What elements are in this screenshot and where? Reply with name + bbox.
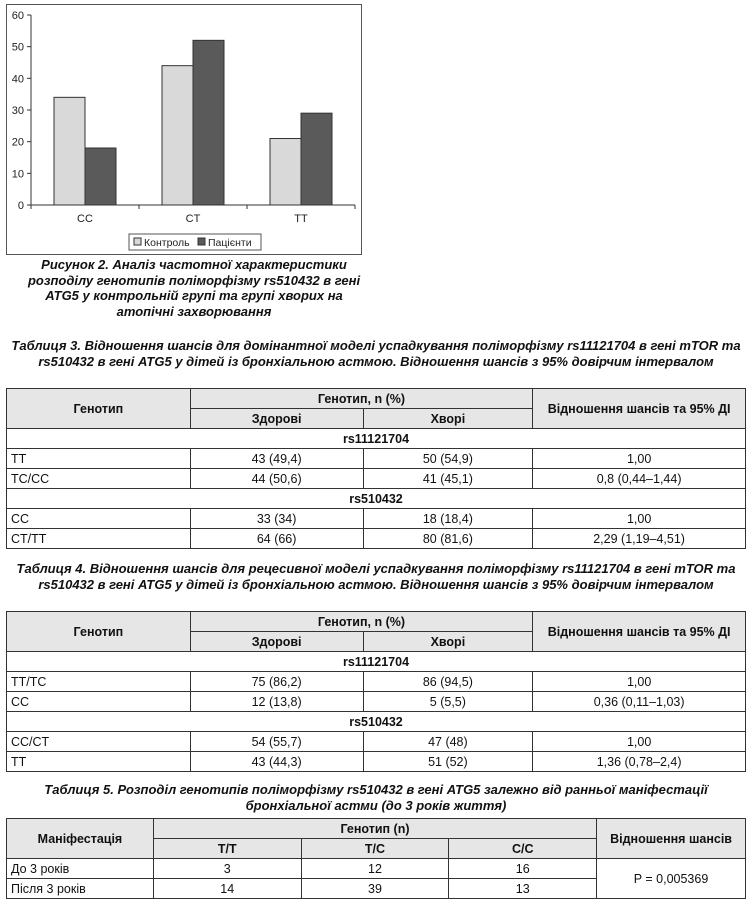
section-title: rs510432: [7, 712, 746, 732]
cell-p-value: P = 0,005369: [597, 859, 746, 899]
section-row: [7, 652, 746, 672]
col-sick: Хворі: [363, 409, 533, 429]
table4: [6, 611, 746, 772]
cell-sick: 5 (5,5): [363, 692, 533, 712]
cell-healthy: 12 (13,8): [190, 692, 363, 712]
y-tick-label: 30: [11, 105, 24, 117]
cell-or: 0,8 (0,44–1,44): [533, 469, 746, 489]
cell-manifest: Після 3 років: [7, 879, 154, 899]
col-healthy: Здорові: [190, 632, 363, 652]
cell-or: 2,29 (1,19–4,51): [533, 529, 746, 549]
cell-or: 0,36 (0,11–1,03): [533, 692, 746, 712]
cell-genotype: CC: [7, 509, 191, 529]
cell-healthy: 64 (66): [190, 529, 363, 549]
table-row: [7, 752, 746, 772]
chart-frame: [6, 4, 362, 255]
col-group: Генотип, n (%): [190, 389, 533, 409]
cell-sick: 50 (54,9): [363, 449, 533, 469]
section-row: [7, 489, 746, 509]
table3-caption: Таблиця 3. Відношення шансів для домінантної моделі успадкування поліморфізму rs11121704 в гені mTOR та rs510432 в гені ATG5 у дітей із бронхіальною астмою. Відношення шансів з 95% довірчим інтервалом: [11, 338, 741, 369]
cell-sick: 86 (94,5): [363, 672, 533, 692]
cell-tc: 12: [301, 859, 449, 879]
table3: [6, 388, 746, 549]
table-row: [7, 509, 746, 529]
cell-tc: 39: [301, 879, 449, 899]
table-row: [7, 469, 746, 489]
table-row: [7, 732, 746, 752]
cell-genotype: TT: [7, 449, 191, 469]
cell-tt: 14: [153, 879, 301, 899]
section-row: [7, 429, 746, 449]
section-title: rs11121704: [7, 652, 746, 672]
x-tick-label: CC: [77, 213, 93, 225]
cell-or: 1,00: [533, 672, 746, 692]
cell-genotype: CT/TT: [7, 529, 191, 549]
bar-tt-patients: [301, 113, 332, 205]
col-or: Відношення шансів: [597, 819, 746, 859]
col-manifest: Маніфестація: [7, 819, 154, 859]
col-genotype: Генотип: [7, 612, 191, 652]
col-group: Генотип, n (%): [190, 612, 533, 632]
cell-healthy: 43 (49,4): [190, 449, 363, 469]
header-row: [7, 389, 746, 409]
col-tt: T/T: [153, 839, 301, 859]
cell-sick: 80 (81,6): [363, 529, 533, 549]
section-title: rs11121704: [7, 429, 746, 449]
cell-genotype: TC/CC: [7, 469, 191, 489]
cell-sick: 41 (45,1): [363, 469, 533, 489]
col-cc: C/C: [449, 839, 597, 859]
cell-or: 1,00: [533, 449, 746, 469]
table-row: [7, 529, 746, 549]
cell-healthy: 43 (44,3): [190, 752, 363, 772]
cell-healthy: 54 (55,7): [190, 732, 363, 752]
table5-caption: Таблиця 5. Розподіл генотипів поліморфізму rs510432 в гені ATG5 залежно від ранньої маніфестації бронхіальної астми (до 3 років життя): [44, 782, 708, 813]
y-tick-label: 40: [11, 73, 24, 86]
section-title: rs510432: [7, 489, 746, 509]
table-row: [7, 449, 746, 469]
legend-label: Контроль: [144, 237, 190, 249]
cell-healthy: 44 (50,6): [190, 469, 363, 489]
legend-label: Пацієнти: [208, 237, 252, 249]
cell-sick: 47 (48): [363, 732, 533, 752]
x-tick-label: CT: [185, 213, 201, 225]
col-sick: Хворі: [363, 632, 533, 652]
table-row: [7, 692, 746, 712]
table-row: [7, 672, 746, 692]
col-genotype: Генотип: [7, 389, 191, 429]
cell-tt: 3: [153, 859, 301, 879]
cell-genotype: TT: [7, 752, 191, 772]
bar-ct-patients: [193, 40, 224, 205]
header-row: [7, 819, 746, 839]
y-tick-label: 20: [11, 136, 24, 149]
header-row: [7, 612, 746, 632]
col-or: Відношення шансів та 95% ДІ: [533, 612, 746, 652]
bar-cc-control: [54, 97, 85, 205]
table4-caption: Таблиця 4. Відношення шансів для рецесивної моделі успадкування поліморфізму rs11121704 в гені mTOR та rs510432 в гені ATG5 у дітей із бронхіальною астмою. Відношення шансів з 95% довірчим інтервалом: [16, 561, 736, 592]
bar-tt-control: [270, 139, 301, 206]
col-tc: T/C: [301, 839, 449, 859]
cell-or: 1,00: [533, 509, 746, 529]
col-group: Генотип (n): [153, 819, 596, 839]
cell-genotype: CC: [7, 692, 191, 712]
y-tick-label: 50: [11, 41, 24, 54]
table5: [6, 818, 746, 899]
cell-genotype: CC/CT: [7, 732, 191, 752]
table-row: [7, 859, 746, 879]
cell-sick: 18 (18,4): [363, 509, 533, 529]
cell-genotype: TT/TC: [7, 672, 191, 692]
cell-healthy: 75 (86,2): [190, 672, 363, 692]
bar-cc-patients: [85, 148, 116, 205]
y-tick-label: 0: [17, 200, 24, 212]
col-healthy: Здорові: [190, 409, 363, 429]
cell-healthy: 33 (34): [190, 509, 363, 529]
cell-manifest: До 3 років: [7, 859, 154, 879]
bar-chart: [7, 5, 361, 254]
figure-caption: Рисунок 2. Аналіз частотної характеристики розподілу генотипів поліморфізму rs510432 в гені ATG5 у контрольній групі та групі хворих на атопічні захворювання: [27, 257, 361, 319]
bar-ct-control: [162, 66, 193, 205]
y-tick-label: 10: [11, 168, 24, 181]
col-or: Відношення шансів та 95% ДІ: [533, 389, 746, 429]
legend-swatch: [198, 238, 205, 245]
x-tick-label: TT: [294, 213, 308, 225]
section-row: [7, 712, 746, 732]
cell-or: 1,00: [533, 732, 746, 752]
y-tick-label: 60: [11, 10, 24, 22]
cell-cc: 16: [449, 859, 597, 879]
cell-or: 1,36 (0,78–2,4): [533, 752, 746, 772]
cell-sick: 51 (52): [363, 752, 533, 772]
cell-cc: 13: [449, 879, 597, 899]
legend-swatch: [134, 238, 141, 245]
